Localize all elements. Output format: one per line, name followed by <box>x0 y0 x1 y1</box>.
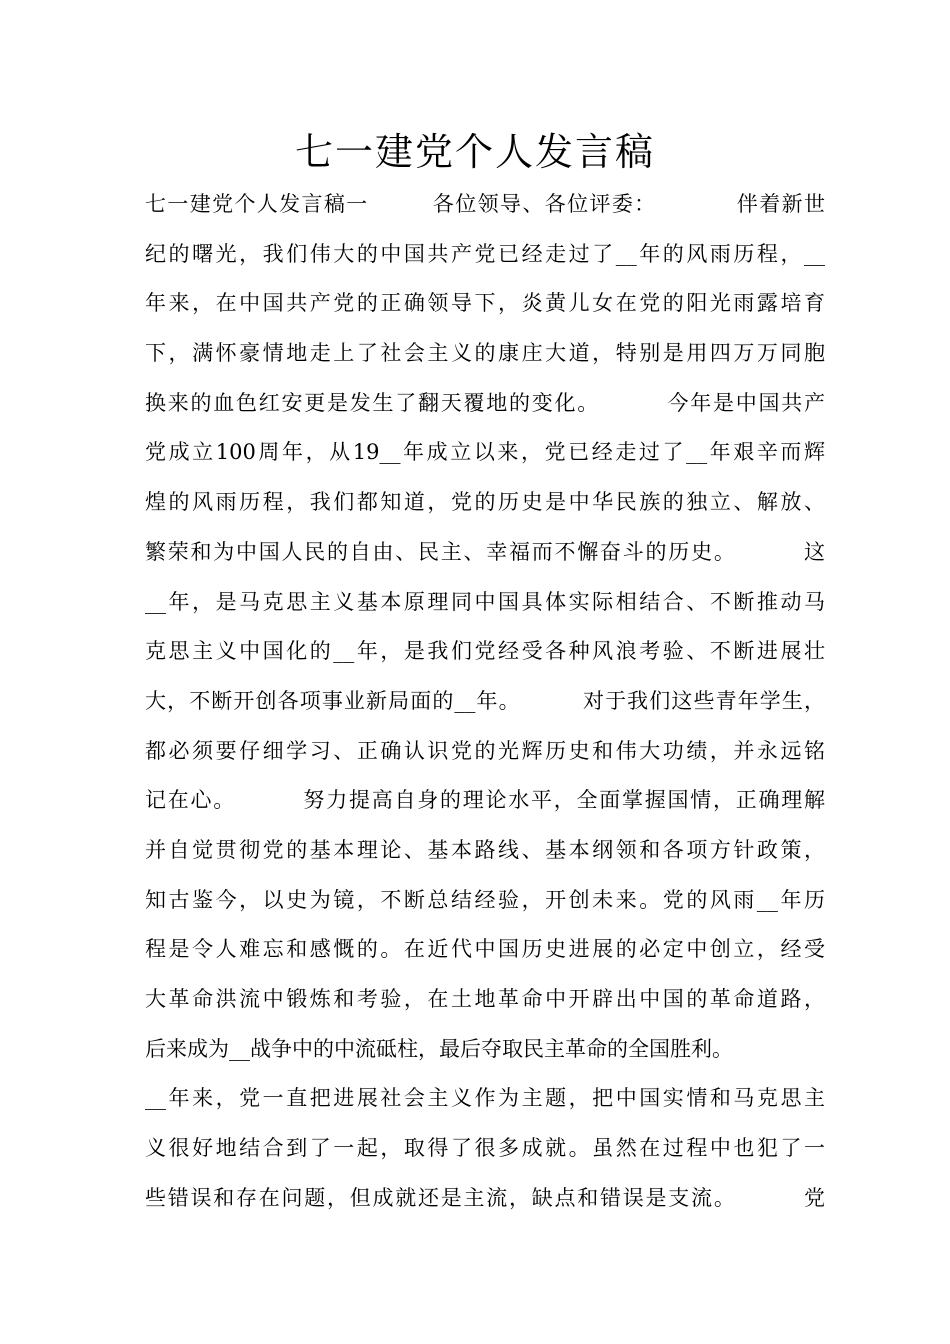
body-line: 党成立100周年，从19__年成立以来，党已经走过了__年艰辛而辉 <box>145 440 825 465</box>
body-line: 程是令人难忘和感慨的。在近代中国历史进展的必定中创立，经受 <box>145 937 825 962</box>
document-body <box>145 180 825 1223</box>
document-title: 七一建党个人发言稿 <box>294 130 655 174</box>
body-line: 知古鉴今，以史为镜，不断总结经验，开创未来。党的风雨__年历 <box>145 887 825 912</box>
body-line: 大革命洪流中锻炼和考验，在土地革命中开辟出中国的革命道路， <box>145 987 825 1011</box>
body-line: 年来，在中国共产党的正确领导下，炎黄儿女在党的阳光雨露培育 <box>145 291 825 316</box>
body-line: 些错误和存在问题，但成就还是主流，缺点和错误是支流。 党 <box>145 1185 825 1210</box>
body-line: 大，不断开创各项事业新局面的__年。 对于我们这些青年学生， <box>145 688 825 713</box>
body-line: __年来，党一直把进展社会主义作为主题，把中国实情和马克思主 <box>145 1086 825 1111</box>
body-line: 后来成为__战争中的中流砥柱，最后夺取民主革命的全国胜利。 <box>145 1036 733 1061</box>
body-line: 记在心。 努力提高自身的理论水平，全面掌握国情，正确理解 <box>145 788 825 813</box>
body-line: 换来的血色红安更是发生了翻天覆地的变化。 今年是中国共产 <box>145 390 825 415</box>
body-line: __年，是马克思主义基本原理同中国具体实际相结合、不断推动马 <box>145 589 825 614</box>
body-line: 煌的风雨历程，我们都知道，党的历史是中华民族的独立、解放、 <box>145 490 825 515</box>
body-line: 七一建党个人发言稿一 各位领导、各位评委： 伴着新世 <box>145 192 825 216</box>
body-line: 繁荣和为中国人民的自由、民主、幸福而不懈奋斗的历史。 这 <box>145 539 825 564</box>
body-line: 纪的曙光，我们伟大的中国共产党已经走过了__年的风雨历程，__ <box>145 241 825 266</box>
body-line: 下，满怀豪情地走上了社会主义的康庄大道，特别是用四万万同胞 <box>145 341 825 366</box>
body-line: 都必须要仔细学习、正确认识党的光辉历史和伟大功绩，并永远铭 <box>145 738 825 763</box>
body-line: 义很好地结合到了一起，取得了很多成就。虽然在过程中也犯了一 <box>145 1136 825 1161</box>
body-line: 并自觉贯彻党的基本理论、基本路线、基本纲领和各项方针政策， <box>145 837 825 862</box>
body-line: 克思主义中国化的__年，是我们党经受各种风浪考验、不断进展壮 <box>145 639 825 664</box>
